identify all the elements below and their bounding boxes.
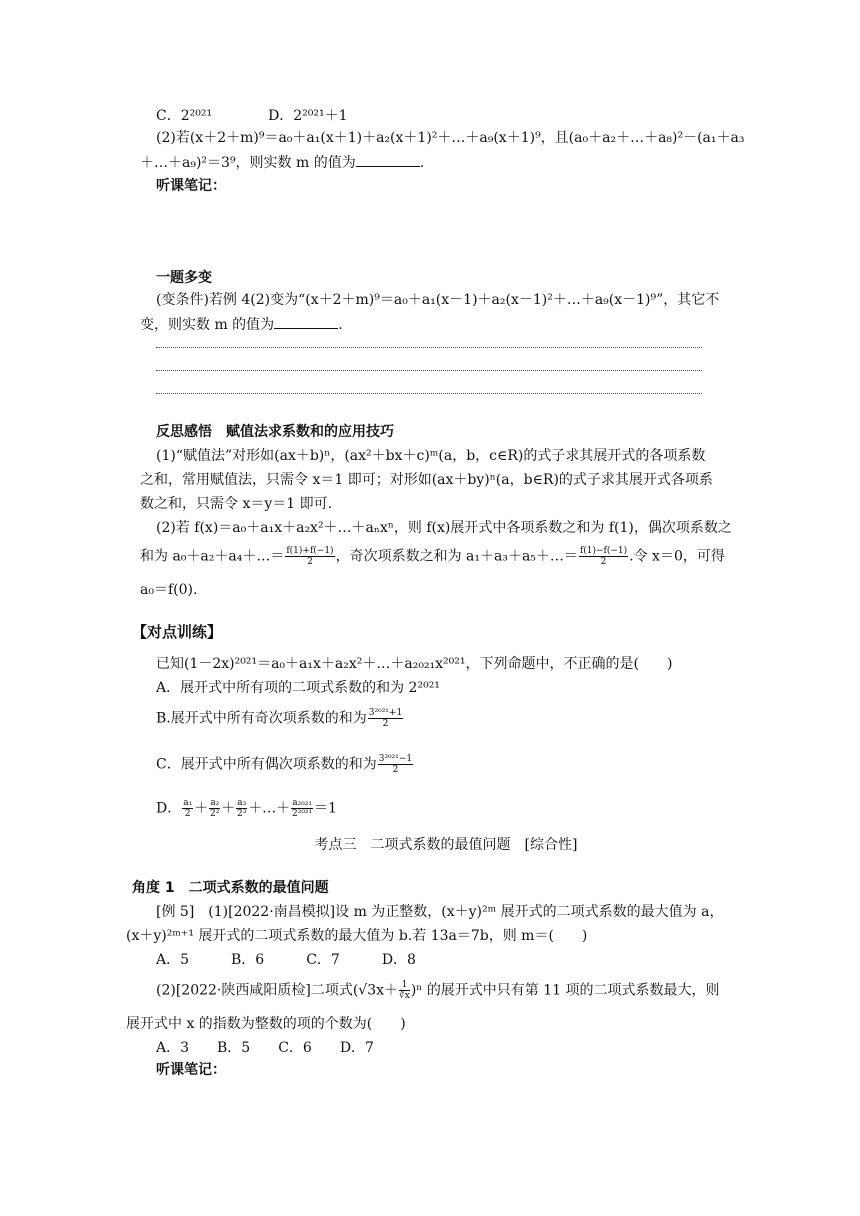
fraction-even xyxy=(285,546,334,567)
option-d-ellipsis: ＋…＋ xyxy=(248,800,291,817)
fraction-denominator: 2 xyxy=(184,809,191,819)
fraction-numerator: a₂ xyxy=(210,798,220,808)
fraction-b xyxy=(368,708,403,729)
notes-label-1: 听课笔记： xyxy=(156,178,226,194)
variant-line-2 xyxy=(140,314,343,335)
fraction-cube-root xyxy=(399,980,410,1001)
example-5-options-2: A．3 B．5 C．6 D．7 xyxy=(156,1040,374,1056)
option-c-text: C．展开式中所有偶次项系数的和为 xyxy=(156,756,377,773)
reflect-heading: 反思感悟 赋值法求系数和的应用技巧 xyxy=(156,424,394,440)
practice-option-b xyxy=(156,708,404,729)
option-b-text: B.展开式中所有奇次项系数的和为 xyxy=(156,710,367,727)
even-sum-text: 和为 a₀＋a₂＋a₄＋…＝ xyxy=(140,548,285,565)
fraction-denominator: 2 xyxy=(600,557,607,567)
question-2-line-2 xyxy=(140,152,424,173)
fraction-numerator: 3²⁰²¹+1 xyxy=(368,708,403,718)
fraction-numerator: a₂₀₂₁ xyxy=(292,798,312,808)
fraction-denominator: 2 xyxy=(307,557,313,567)
example-5-options-1: A．5 B．6 C．7 D．8 xyxy=(156,952,416,968)
practice-stem: 已知(1－2x)²⁰²¹＝a₀＋a₁x＋a₂x²＋…＋a₂₀₂₁x²⁰²¹，下列命题中，不正确的是( ) xyxy=(156,656,673,672)
fraction-numerator: f(1)+f(−1) xyxy=(286,546,334,556)
fraction-d2 xyxy=(209,798,220,819)
reflect-p1-line-2: 之和，常用赋值法，只需令 x＝1 即可；对形如(ax＋by)ⁿ(a，b∈R)的式子求其展开式各项系 xyxy=(140,472,713,488)
fraction-d4 xyxy=(291,798,313,819)
question-2-suffix: )ⁿ 的展开式中只有第 11 项的二项式系数最大，则 xyxy=(410,982,720,999)
fraction-odd xyxy=(579,546,628,567)
variant-line-1: (变条件)若例 4(2)变为“(x＋2＋m)⁹＝a₀＋a₁(x－1)＋a₂(x－1)²＋…＋a₉(x－1)⁹”，其它不 xyxy=(156,292,720,308)
odd-sum-text: ，奇次项系数之和为 a₁＋a₃＋a₅＋…＝ xyxy=(335,548,578,565)
fraction-denominator: 2 xyxy=(382,719,389,729)
fraction-d1 xyxy=(182,798,193,819)
fraction-d3 xyxy=(236,798,247,819)
practice-heading: 【对点训练】 xyxy=(132,623,223,641)
example-5-line-1: [例 5] (1)[2022·南昌模拟]设 m 为正整数，(x＋y)²ᵐ 展开式的二项式系数的最大值为 a， xyxy=(156,904,724,920)
variant-text: 变，则实数 m 的值为 xyxy=(140,317,275,333)
practice-option-d: D． $\frac{\text{a₁}}{2}$ ＋ $\frac{\text{a₂}}{\text{2²}}$ ＋ $\frac{\text{a₃}}{\text{2³}}$ ＋…＋ $\frac{\text{a₂₀₂₁}}{\text{2²⁰²¹}}$ ＝1 xyxy=(156,798,337,819)
fraction-denominator: 2³ xyxy=(237,809,247,819)
example-5-line-2: (x＋y)²ᵐ⁺¹ 展开式的二项式系数的最大值为 b.若 13a＝7b，则 m＝( ) xyxy=(126,928,588,944)
question-2-end: . xyxy=(419,155,425,171)
options-c-d: C．2²⁰²¹ D．2²⁰²¹＋1 xyxy=(156,108,348,124)
fraction-denominator: 2 xyxy=(392,765,399,775)
fraction-numerator: a₁ xyxy=(183,798,193,808)
fraction-denominator: 2² xyxy=(210,809,220,819)
dotted-line xyxy=(156,370,702,371)
fraction-numerator: a₃ xyxy=(237,798,247,808)
answer-blank xyxy=(274,314,338,329)
fraction-numerator: 1 xyxy=(399,980,410,991)
reflect-p2-line-1: (2)若 f(x)＝a₀＋a₁x＋a₂x²＋…＋aₙxⁿ，则 f(x)展开式中各项系数之和为 f(1)，偶次项系数之 xyxy=(156,520,732,536)
answer-blank xyxy=(356,152,420,167)
set-x-zero-text: .令 x＝0，可得 xyxy=(629,548,725,565)
question-2-line-1: (2)若(x＋2＋m)⁹＝a₀＋a₁(x＋1)＋a₂(x＋1)²＋…＋a₉(x＋1)⁹，且(a₀＋a₂＋…＋a₈)²－(a₁＋a₃ xyxy=(156,130,745,146)
fraction-denominator: ∛x xyxy=(399,991,410,1001)
question-2-text: ＋…＋a₉)²＝3⁹，则实数 m 的值为 xyxy=(140,155,356,171)
practice-option-a: A．展开式中所有项的二项式系数的和为 2²⁰²¹ xyxy=(156,680,440,696)
variant-heading: 一题多变 xyxy=(156,270,212,286)
angle-1-heading: 角度 1 二项式系数的最值问题 xyxy=(132,880,329,896)
option-d-label: D． xyxy=(156,800,182,817)
reflect-p1-line-1: (1)“赋值法”对形如(ax＋b)ⁿ，(ax²＋bx＋c)ᵐ(a，b，c∈R)的式子求其展开式的各项系数 xyxy=(156,448,706,464)
notes-label-2: 听课笔记： xyxy=(156,1062,226,1078)
section-title: 考点三 二项式系数的最值问题 [综合性] xyxy=(314,837,578,853)
dotted-line xyxy=(156,393,702,394)
fraction-numerator: 3²⁰²¹−1 xyxy=(378,754,413,764)
variant-end: . xyxy=(338,317,343,333)
fraction-numerator: f(1)−f(−1) xyxy=(579,546,628,556)
reflect-p1-line-3: 数之和，只需令 x＝y＝1 即可. xyxy=(140,496,333,512)
question-2-prefix: (2)[2022·陕西咸阳质检]二项式(√3x＋ xyxy=(156,982,399,999)
example-5-question-2-line-2: 展开式中 x 的指数为整数的项的个数为( ) xyxy=(126,1016,406,1032)
practice-option-c xyxy=(156,754,414,775)
reflect-p2-line-2 xyxy=(140,546,725,567)
option-d-result: ＝1 xyxy=(314,800,337,817)
fraction-c xyxy=(378,754,413,775)
reflect-p2-line-3: a₀＝f(0). xyxy=(140,582,198,598)
fraction-denominator: 2²⁰²¹ xyxy=(292,809,313,819)
dotted-line xyxy=(156,347,702,348)
example-5-question-2 xyxy=(156,980,720,1001)
